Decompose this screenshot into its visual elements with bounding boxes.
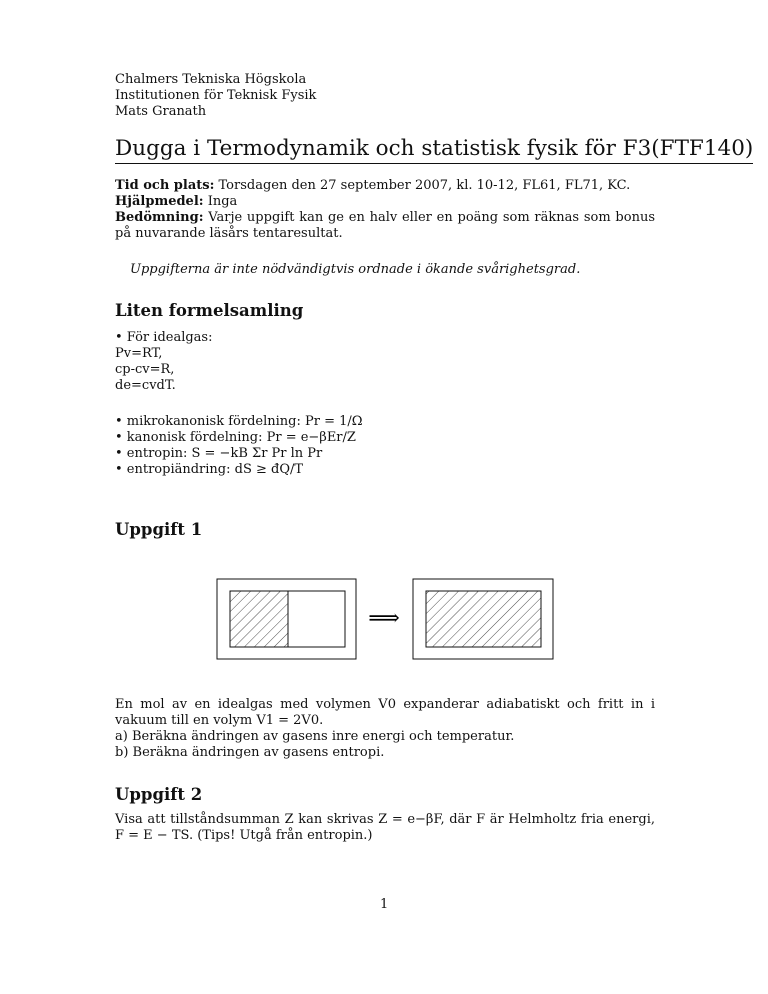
page-number: 1 bbox=[380, 897, 389, 912]
task1-part-b: b) Beräkna ändringen av gasens entropi. bbox=[115, 745, 385, 760]
micro-formula: • mikrokanonisk fördelning: Pr = 1/Ω bbox=[115, 414, 363, 429]
ordering-note: Uppgifterna är inte nödvändigtvis ordnade i ökande svårighetsgrad. bbox=[130, 262, 581, 277]
left-gas-region bbox=[230, 591, 288, 647]
page-title: Dugga i Termodynamik och statistisk fysik för F3(FTF140) bbox=[115, 136, 753, 164]
ideal-gas-eq-1: Pv=RT, bbox=[115, 346, 163, 361]
canon-formula: • kanonisk fördelning: Pr = e−βEr/Z bbox=[115, 430, 356, 445]
aids-label: Hjälpmedel: bbox=[115, 194, 204, 209]
task2-text: Visa att tillståndsumman Z kan skrivas Z = e−βF, där F är Helmholtz fria energi, F = E − TS. (Tips! Utgå från entropin.) bbox=[115, 812, 655, 843]
time-label: Tid och plats: bbox=[115, 178, 215, 193]
task1-heading: Uppgift 1 bbox=[115, 520, 203, 539]
implies-arrow: ⟹ bbox=[368, 606, 400, 631]
task1-text: En mol av en idealgas med volymen V0 expanderar adiabatiskt och fritt in i vakuum till en volym V1 = 2V0. bbox=[115, 697, 655, 728]
ideal-gas-eq-2: cp-cv=R, bbox=[115, 362, 175, 377]
header-author: Mats Granath bbox=[115, 104, 207, 119]
time-value: Torsdagen den 27 september 2007, kl. 10-12, FL61, FL71, KC. bbox=[218, 178, 631, 193]
ideal-gas-eq-3: de=cvdT. bbox=[115, 378, 176, 393]
grading-label: Bedömning: bbox=[115, 210, 204, 225]
right-gas-region bbox=[426, 591, 541, 647]
ideal-gas-label: • För idealgas: bbox=[115, 330, 213, 345]
entropy-formula: • entropin: S = −kB Σr Pr ln Pr bbox=[115, 446, 323, 461]
task2-heading: Uppgift 2 bbox=[115, 785, 203, 804]
task1-part-a: a) Beräkna ändringen av gasens inre energi och temperatur. bbox=[115, 729, 515, 744]
grading-value: Varje uppgift kan ge en halv eller en poäng som räknas som bonus på nuvarande läsårs tentaresultat. bbox=[115, 210, 655, 241]
header-department: Institutionen för Teknisk Fysik bbox=[115, 88, 317, 103]
entropy-change-formula: • entropiändring: dS ≥ đQ/T bbox=[115, 462, 304, 477]
aids-value: Inga bbox=[207, 194, 238, 209]
formula-heading: Liten formelsamling bbox=[115, 301, 304, 320]
header-institution: Chalmers Tekniska Högskola bbox=[115, 72, 307, 87]
